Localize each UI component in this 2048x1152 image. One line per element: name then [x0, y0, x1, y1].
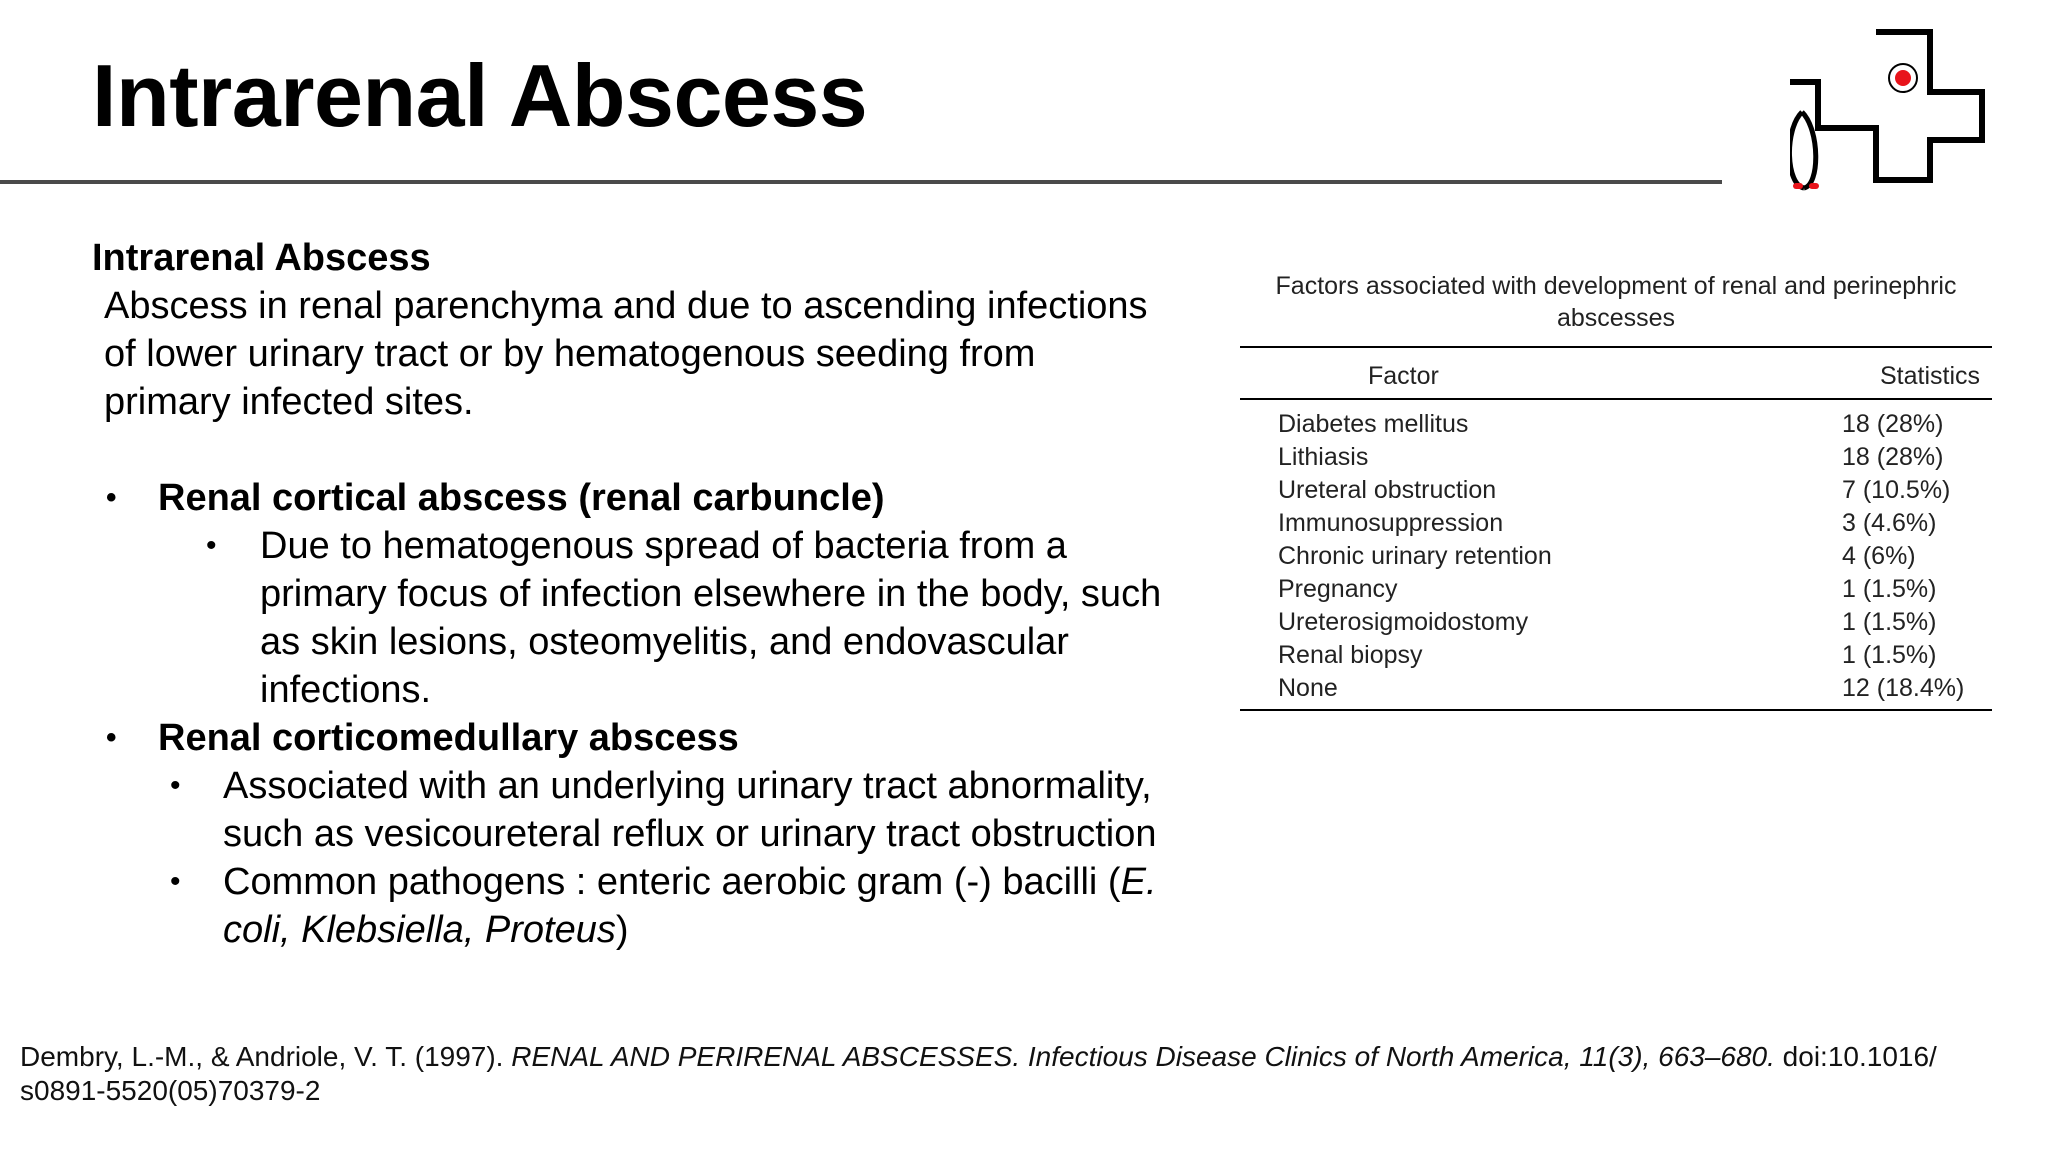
header-statistics: Statistics — [1879, 362, 1980, 390]
bullet-dot: • — [206, 529, 217, 562]
citation-title: RENAL AND PERIRENAL ABSCESSES. Infectious Disease Clinics of North America, 11(3), 663–680. — [511, 1041, 1775, 1072]
cell-factor: Chronic urinary retention — [1278, 542, 1552, 570]
cell-factor: Ureterosigmoidostomy — [1278, 608, 1529, 636]
citation-doi: doi:10.1016/ — [1774, 1041, 1937, 1072]
bullet-label: Renal cortical abscess (renal carbuncle) — [158, 477, 885, 519]
sub-bullet-line — [223, 858, 1232, 906]
sub-bullet-line: Associated with an underlying urinary tract abnormality, — [223, 765, 1152, 807]
cell-factor: Lithiasis — [1278, 443, 1369, 471]
cell-stat: 4 (6%) — [1842, 542, 1916, 570]
header-factor: Factor — [1368, 362, 1439, 390]
table-row — [1240, 540, 1992, 573]
main-content — [92, 234, 1232, 954]
pathogens-prefix: Common pathogens : enteric aerobic gram (-) bacilli ( — [223, 861, 1121, 903]
sub-bullet-line — [223, 906, 1232, 954]
intro-paragraph — [104, 282, 1232, 426]
citation-doi-continued: s0891-5520(05)70379-2 — [20, 1075, 321, 1106]
table-row — [1240, 573, 1992, 606]
intro-line: primary infected sites. — [104, 381, 474, 423]
bullet-label: Renal corticomedullary abscess — [158, 717, 739, 759]
stethoscope-tube — [1790, 112, 1816, 188]
cell-stat: 1 (1.5%) — [1842, 575, 1937, 603]
sub-bullet-urinary-abnormality — [92, 762, 1232, 858]
bullet-cortical-abscess — [92, 474, 1232, 522]
cell-stat: 1 (1.5%) — [1842, 608, 1937, 636]
pathogens-suffix: ) — [615, 909, 629, 951]
cell-factor: Ureteral obstruction — [1278, 476, 1497, 504]
sub-bullet-common-pathogens — [92, 858, 1232, 954]
pathogens-italic-start: E. — [1120, 861, 1157, 903]
factors-table — [1240, 270, 1992, 711]
table-row — [1240, 474, 1992, 507]
sub-bullet-line: as skin lesions, osteomyelitis, and endovascular — [260, 621, 1069, 663]
sub-bullet-line: infections. — [260, 669, 432, 711]
citation-authors: Dembry, L.-M., & Andriole, V. T. (1997). — [20, 1041, 512, 1072]
sub-bullet-line: primary focus of infection elsewhere in the body, such — [260, 573, 1162, 615]
cell-factor: Immunosuppression — [1278, 509, 1504, 537]
cell-stat: 3 (4.6%) — [1842, 509, 1937, 537]
bullet-dot: • — [106, 481, 117, 514]
table-header — [1240, 348, 1992, 398]
sub-bullet-line: such as vesicoureteral reflux or urinary tract obstruction — [223, 813, 1157, 855]
table-caption — [1240, 270, 1992, 334]
stethoscope-chestpiece-dot — [1895, 70, 1911, 86]
sub-bullet-hematogenous-spread — [92, 522, 1232, 714]
cell-stat: 1 (1.5%) — [1842, 641, 1937, 669]
table-row — [1240, 606, 1992, 639]
citation — [20, 1040, 2020, 1108]
bullet-dot: • — [170, 865, 181, 898]
medical-cross-outline — [1790, 32, 1982, 180]
bullet-dot: • — [170, 769, 181, 802]
table-row — [1240, 507, 1992, 540]
slide-title: Intrarenal Abscess — [92, 46, 868, 145]
sub-bullet-line: Due to hematogenous spread of bacteria from a — [260, 525, 1067, 567]
table-body — [1240, 400, 1992, 709]
table-rule-bottom — [1240, 709, 1992, 711]
cell-stat: 18 (28%) — [1842, 443, 1944, 471]
table-row — [1240, 441, 1992, 474]
table-row — [1240, 408, 1992, 441]
earpiece-right — [1809, 183, 1819, 189]
cell-factor: Pregnancy — [1278, 575, 1398, 603]
intro-line: Abscess in renal parenchyma and due to ascending infections — [104, 285, 1148, 327]
content-heading: Intrarenal Abscess — [92, 237, 431, 279]
cell-factor: Renal biopsy — [1278, 641, 1423, 669]
table-row — [1240, 672, 1992, 705]
table-row — [1240, 639, 1992, 672]
bullet-corticomedullary-abscess — [92, 714, 1232, 762]
bullet-dot: • — [106, 721, 117, 754]
intro-line: of lower urinary tract or by hematogenous seeding from — [104, 333, 1036, 375]
title-divider — [0, 180, 1722, 184]
cell-stat: 7 (10.5%) — [1842, 476, 1951, 504]
medical-cross-stethoscope-icon — [1790, 20, 2030, 200]
cell-stat: 18 (28%) — [1842, 410, 1944, 438]
caption-line: Factors associated with development of renal and perinephric — [1275, 272, 1957, 300]
cell-factor: None — [1278, 674, 1338, 702]
pathogens-italic-list: coli, Klebsiella, Proteus — [223, 909, 616, 951]
earpiece-left — [1793, 183, 1803, 189]
caption-line: abscesses — [1556, 304, 1676, 332]
cell-stat: 12 (18.4%) — [1842, 674, 1965, 702]
cell-factor: Diabetes mellitus — [1278, 410, 1469, 438]
